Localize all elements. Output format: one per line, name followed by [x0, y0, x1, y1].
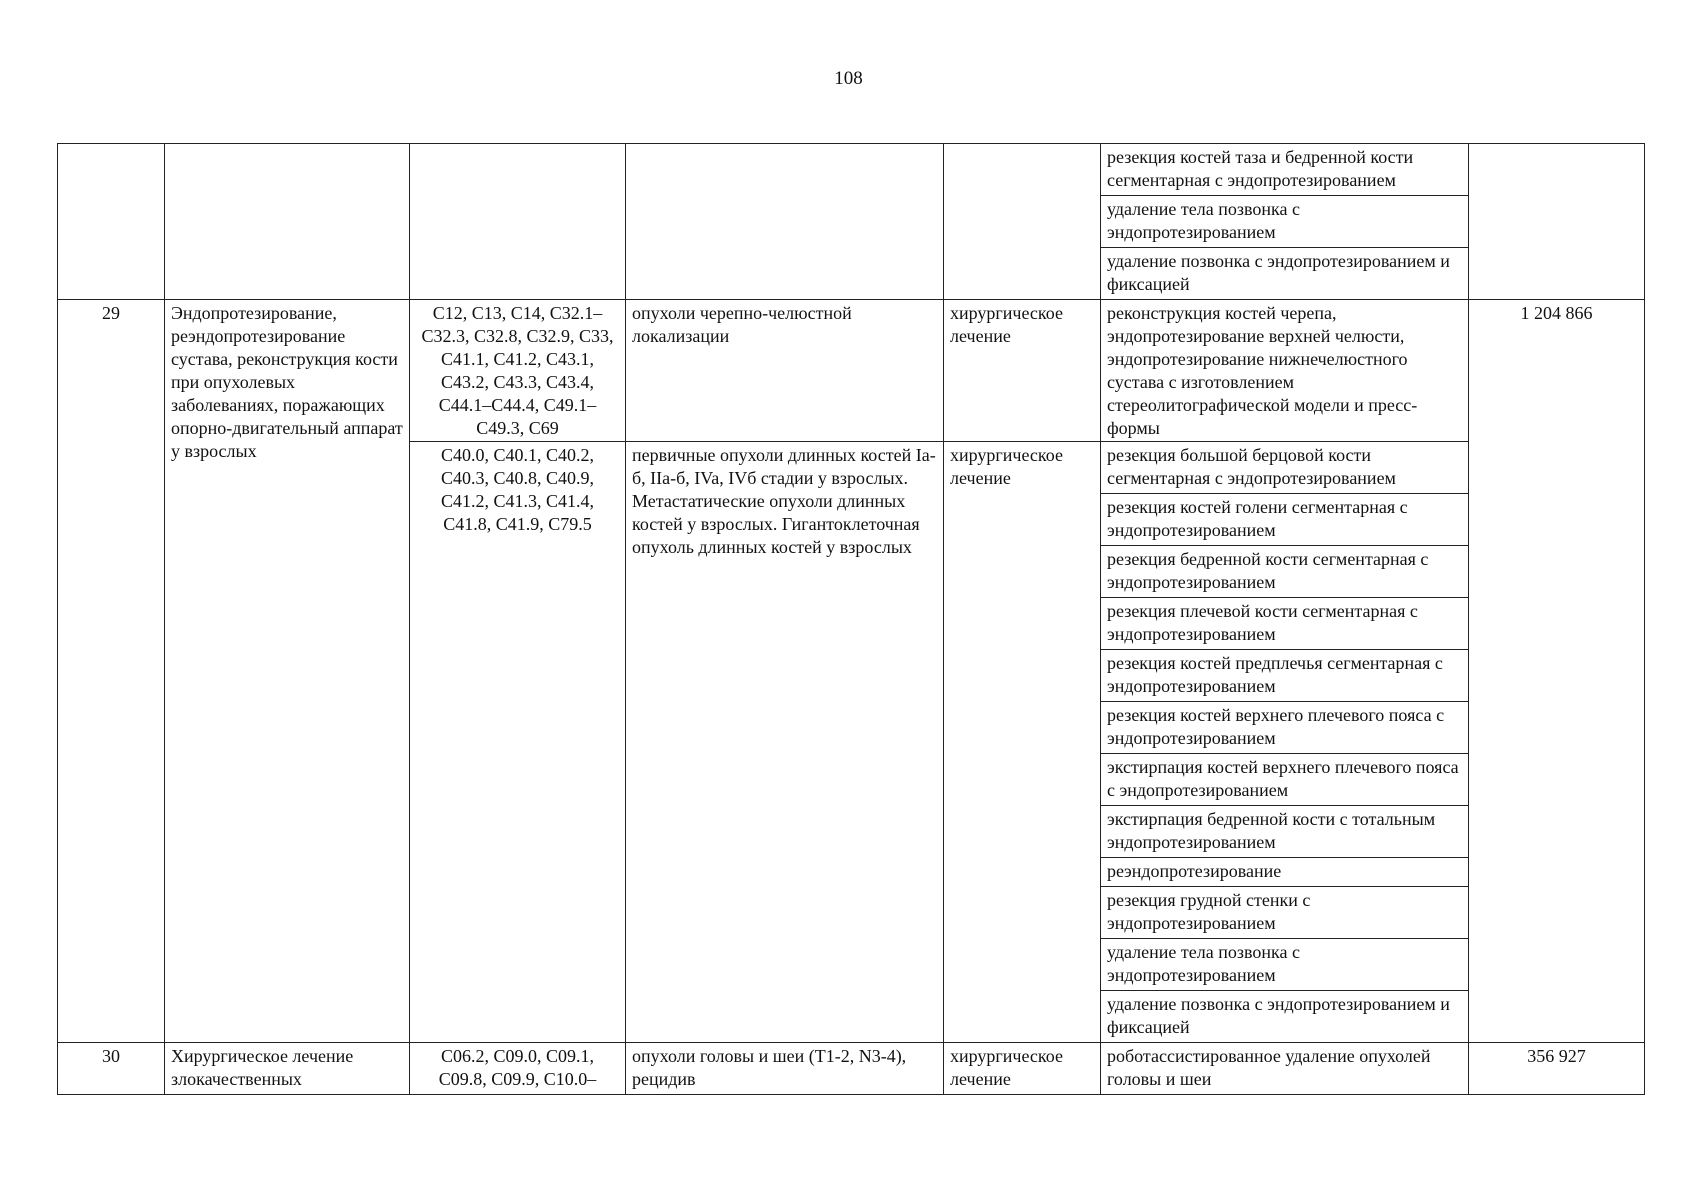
procedure-cell: резекция костей голени сегментарная с эндопротезированием [1101, 494, 1469, 546]
icd-codes: C06.2, C09.0, C09.1, C09.8, C09.9, C10.0– [410, 1043, 626, 1095]
method-name: Эндопротезирование, реэндопротезирование сустава, реконструкция кости при опухолевых заболеваниях, поражающих опорно-двигательный аппарат у взрослых [165, 300, 410, 1043]
price-cell [1469, 144, 1645, 300]
model-cell [626, 144, 944, 300]
price-cell: 356 927 [1469, 1043, 1645, 1095]
procedure-cell: резекция костей таза и бедренной кости сегментарная с эндопротезированием [1101, 144, 1469, 196]
treatment-table [57, 143, 1645, 1095]
procedure-cell: реэндопротезирование [1101, 858, 1469, 887]
procedure-cell: резекция большой берцовой кости сегментарная с эндопротезированием [1101, 442, 1469, 494]
procedure-cell: удаление позвонка с эндопротезированием и фиксацией [1101, 248, 1469, 300]
procedure-cell: экстирпация костей верхнего плечевого пояса с эндопротезированием [1101, 754, 1469, 806]
codes-cell [410, 144, 626, 300]
procedure-cell: реконструкция костей черепа, эндопротезирование верхней челюсти, эндопротезирование нижнечелюстного сустава с изготовлением стереолитографической модели и пресс-формы [1101, 300, 1469, 442]
procedure-cell: экстирпация бедренной кости с тотальным эндопротезированием [1101, 806, 1469, 858]
procedure-cell: резекция костей предплечья сегментарная с эндопротезированием [1101, 650, 1469, 702]
icd-codes: C12, C13, C14, C32.1–C32.3, C32.8, C32.9, C33, C41.1, C41.2, C43.1, C43.2, C43.3, C43.4, C44.1–C44.4, C49.1–C49.3, C69 [410, 300, 626, 442]
treatment-type: хирургическое лечение [944, 1043, 1101, 1095]
treatment-type: хирургическое лечение [944, 442, 1101, 1043]
method-name: Хирургическое лечение злокачественных [165, 1043, 410, 1095]
table-row [58, 300, 1645, 442]
patient-model: опухоли головы и шеи (T1-2, N3-4), рецидив [626, 1043, 944, 1095]
procedure-cell: удаление позвонка с эндопротезированием и фиксацией [1101, 991, 1469, 1043]
page-number: 108 [834, 68, 863, 89]
row-number: 29 [58, 300, 165, 1043]
name-cell [165, 144, 410, 300]
procedure-cell: резекция плечевой кости сегментарная с эндопротезированием [1101, 598, 1469, 650]
row-number: 30 [58, 1043, 165, 1095]
procedure-cell: резекция грудной стенки с эндопротезированием [1101, 887, 1469, 939]
procedure-cell: резекция бедренной кости сегментарная с эндопротезированием [1101, 546, 1469, 598]
procedure-cell: резекция костей верхнего плечевого пояса с эндопротезированием [1101, 702, 1469, 754]
patient-model: первичные опухоли длинных костей Ia-б, IIa-б, IVa, IVб стадии у взрослых. Метастатические опухоли длинных костей у взрослых. Гигантоклеточная опухоль длинных костей у взрослых [626, 442, 944, 1043]
table-row [58, 1043, 1645, 1095]
procedure-cell: роботассистированное удаление опухолей головы и шеи [1101, 1043, 1469, 1095]
treatment-type: хирургическое лечение [944, 300, 1101, 442]
treatment-cell [944, 144, 1101, 300]
icd-codes: C40.0, C40.1, C40.2, C40.3, C40.8, C40.9, C41.2, C41.3, C41.4, C41.8, C41.9, C79.5 [410, 442, 626, 1043]
table-row [58, 144, 1645, 196]
patient-model: опухоли черепно-челюстной локализации [626, 300, 944, 442]
procedure-cell: удаление тела позвонка с эндопротезированием [1101, 939, 1469, 991]
procedure-cell: удаление тела позвонка с эндопротезированием [1101, 196, 1469, 248]
price-cell: 1 204 866 [1469, 300, 1645, 1043]
number-cell [58, 144, 165, 300]
